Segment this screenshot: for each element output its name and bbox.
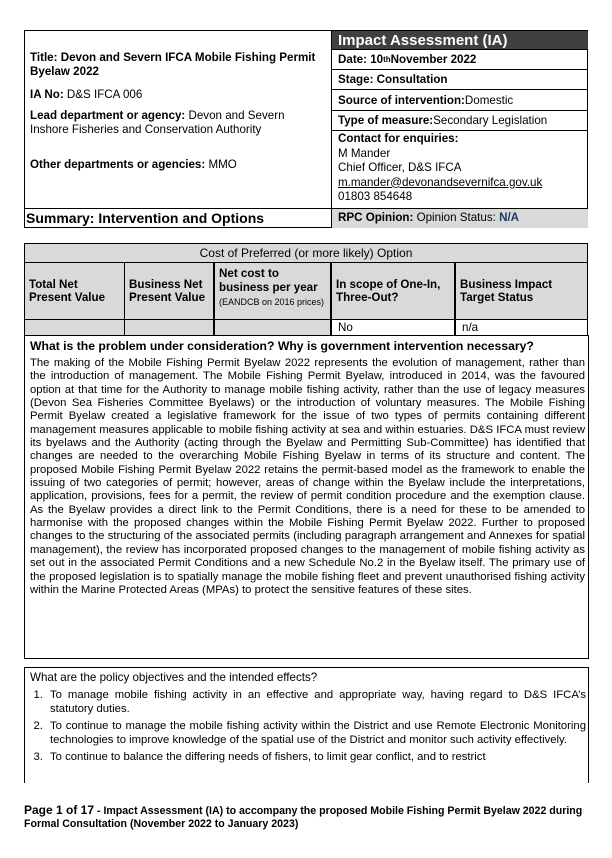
val-total-npv xyxy=(24,319,125,336)
col-total-npv: Total Net Present Value xyxy=(24,262,125,320)
val-business-npv xyxy=(124,319,214,336)
objectives-question: What are the policy objectives and the intended effects? xyxy=(30,671,318,684)
page-footer: Page 1 of 17 - Impact Assessment (IA) to accompany the proposed Mobile Fishing Permit Byelaw 2022 during Formal Consultation (November 2022 to January 2023) xyxy=(24,803,583,830)
val-net-cost xyxy=(214,319,331,336)
contact-label: Contact for enquiries: xyxy=(338,132,459,145)
val-one-in-three-out: No xyxy=(331,319,455,336)
contact-phone: 01803 854648 xyxy=(338,190,413,203)
col-business-npv: Business Net Present Value xyxy=(124,262,214,320)
ia-date: Date: 10 th November 2022 xyxy=(332,50,588,70)
ia-stage: Stage: Consultation xyxy=(332,70,588,90)
col-one-in-three-out: In scope of One-In, Three-Out? xyxy=(331,262,455,320)
lead-department: Lead department or agency: Devon and Severn Inshore Fisheries and Conservation Authority xyxy=(30,109,285,136)
rpc-status: N/A xyxy=(499,211,520,224)
document-title: Title: Devon and Severn IFCA Mobile Fishing Permit Byelaw 2022 xyxy=(30,51,316,78)
other-departments: Other departments or agencies: MMO xyxy=(30,158,237,171)
col-net-cost: Net cost to business per year (EANDCB on 2016 prices) xyxy=(214,262,331,320)
contact-role: Chief Officer, D&S IFCA xyxy=(338,161,462,174)
objective-item: 2. To continue to manage the mobile fishing activity within the District and use Remote Electronic Monitoring technologies to improve knowledge of the spatial use of the District and monitor such activity effectively. xyxy=(46,720,586,747)
type-of-measure: Type of measure: Secondary Legislation xyxy=(332,111,588,131)
source-of-intervention: Source of intervention: Domestic xyxy=(332,90,588,111)
problem-text: The making of the Mobile Fishing Permit Byelaw 2022 represents the evolution of management, rather than the introduction of management. The Mobile Fishing Permit Byelaw, introduced in 2014, was the favoured option at that time for the Authority to manage mobile fishing activity, rather than the use of legacy measures (Devon Sea Fisheries Committee Byelaws) or the introduction of voluntary measures. The Mobile Fishing Permit Byelaw created a legislative framework for the issue of two types of permits containing different management measures applicable to mobile fishing activity at sea and within estuaries. D&S IFCA must review its byelaws and the Authority (acting through the Byelaw and Permitting Sub-Committee) has identified that changes are needed to the overarching Mobile Fishing Byelaw in terms of its structure and content. The proposed Mobile Fishing Permit Byelaw 2022 retains the permit-based model as the framework to enable the issuing of two categories of permit; however, areas of change within the Byelaw include the interpretations, application, provisions, fees for a permit, the review of permit condition procedure and the exemption clause. As the Byelaw provides a direct link to the Permit Conditions, there is a need for these to be amended to harmonise with the proposed changes within the Mobile Fishing Permit Byelaw 2022. Further to proposed changes to the structuring of the associated permits (including paragraph arrangement and Annexes for spatial management), the review has incorporated proposed changes to the management of mobile fishing activity as set out in the associated Permit Conditions and a new Schedule No.2 in the Byelaw itself. The primary use of the proposed legislation is to spatially manage the mobile fishing fleet and prevent unauthorised fishing activity within the Marine Protected Areas (MPAs) to protect the sensitive features of these sites. xyxy=(30,357,585,596)
contact-email-link[interactable]: m.mander@devonandsevernifca.gov.uk xyxy=(338,175,543,189)
val-business-impact: n/a xyxy=(455,319,588,336)
page-number: Page 1 of 17 xyxy=(24,803,95,817)
summary-heading: Summary: Intervention and Options xyxy=(26,210,265,226)
ia-heading: Impact Assessment (IA) xyxy=(332,31,588,50)
objective-item: 1. To manage mobile fishing activity in an effective and appropriate way, having regard to D&S IFCA’s statutory duties. xyxy=(46,689,586,716)
problem-question: What is the problem under consideration? Why is government intervention necessary? xyxy=(30,339,534,353)
contact-block xyxy=(338,132,586,205)
col-business-impact: Business Impact Target Status xyxy=(455,262,588,320)
objectives-list xyxy=(28,689,586,769)
cost-table-title: Cost of Preferred (or more likely) Option xyxy=(24,243,588,263)
ia-number: IA No: D&S IFCA 006 xyxy=(30,88,143,101)
rpc-opinion: RPC Opinion: Opinion Status: N/A xyxy=(332,209,588,228)
contact-name: M Mander xyxy=(338,146,391,160)
objective-item: 3. To continue to balance the differing needs of fishers, to limit gear conflict, and to restrict xyxy=(46,751,586,765)
